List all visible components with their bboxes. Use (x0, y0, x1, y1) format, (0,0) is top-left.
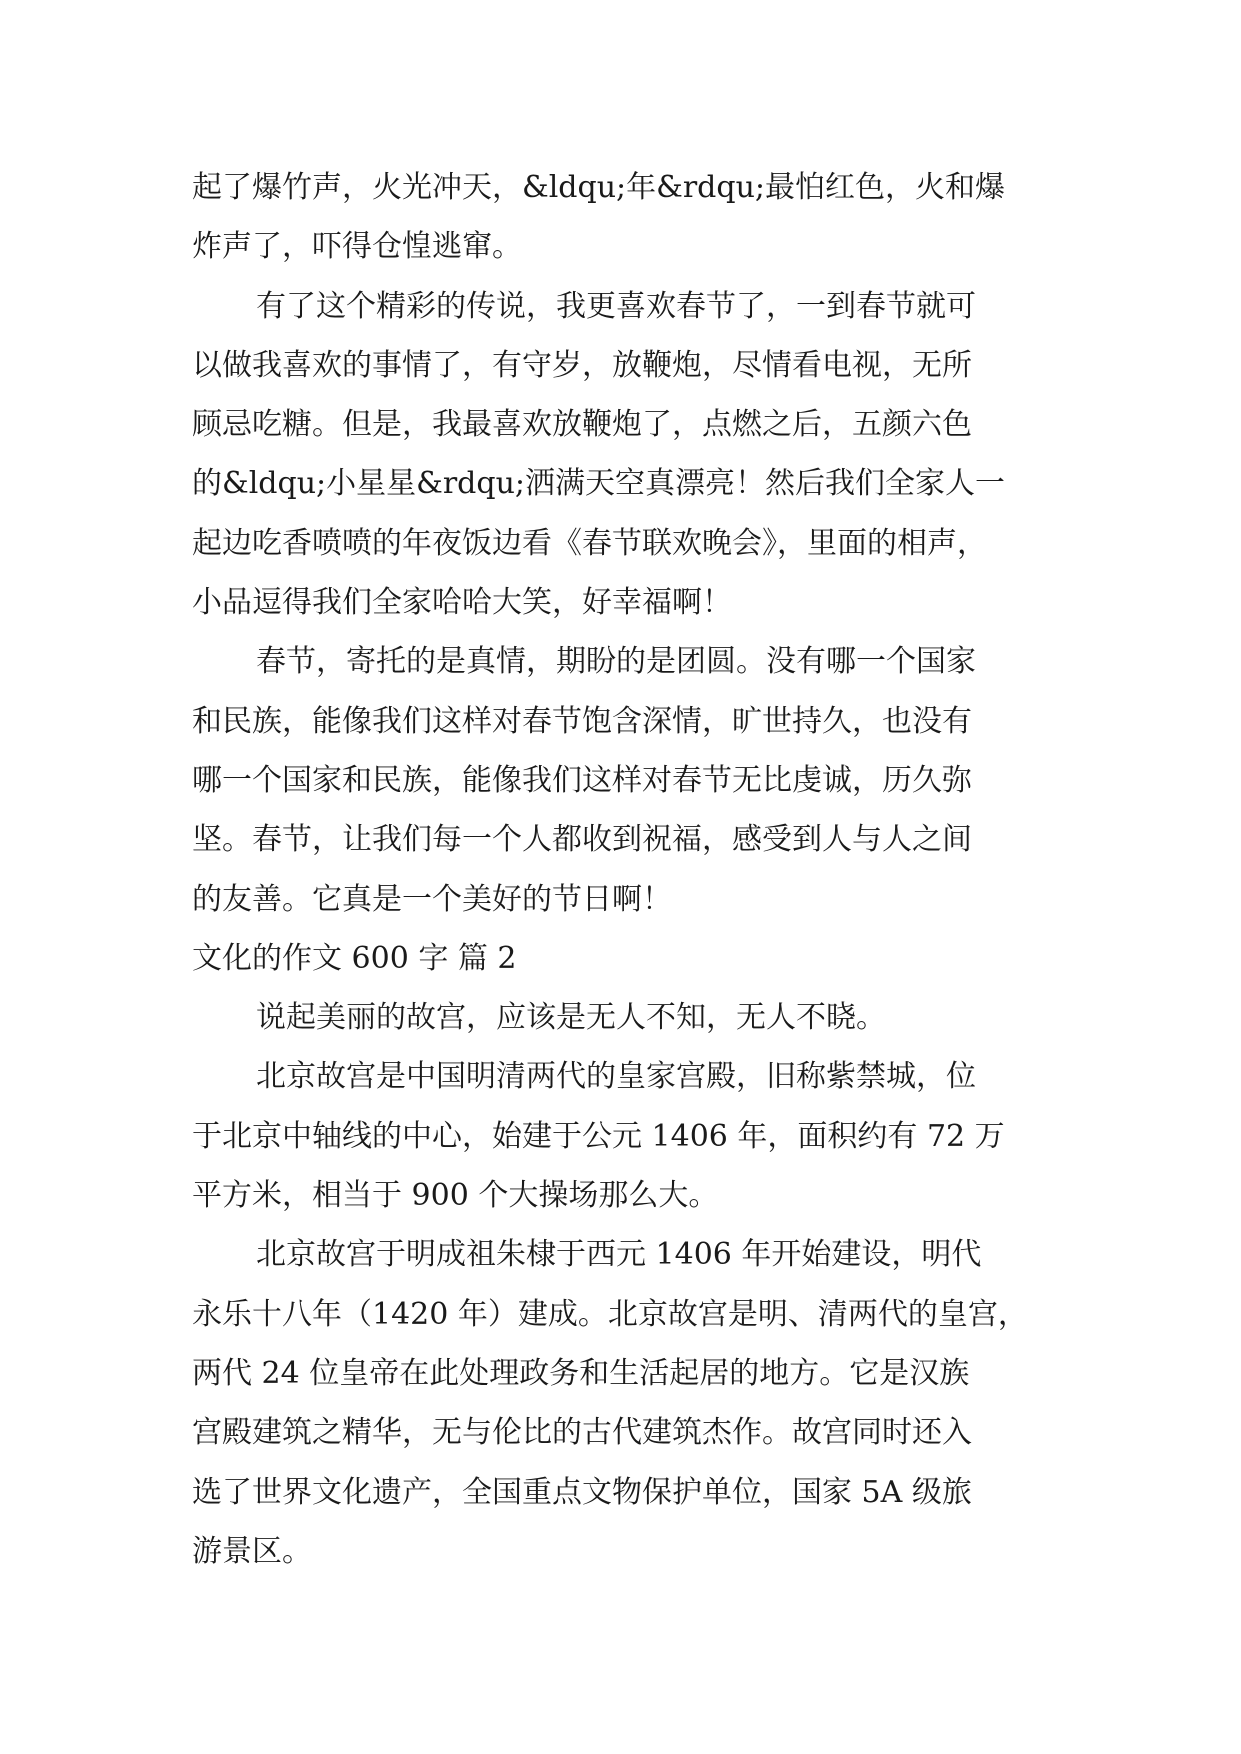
text-line: 顾忌吃糖。但是，我最喜欢放鞭炮了，点燃之后，五颜六色 (192, 407, 972, 443)
paragraph-start: 说起美丽的故宫，应该是无人不知，无人不晓。 (256, 1000, 886, 1036)
paragraph-start: 春节，寄托的是真情，期盼的是团圆。没有哪一个国家 (256, 644, 976, 680)
text-line: 和民族，能像我们这样对春节饱含深情，旷世持久，也没有 (192, 703, 972, 739)
text-line: 起了爆竹声，火光冲天，&ldqu;年&rdqu;最怕红色，火和爆 (192, 170, 1006, 205)
text-line: 永乐十八年（1420 年）建成。北京故宫是明、清两代的皇宫， (192, 1296, 1028, 1332)
text-line: 的&ldqu;小星星&rdqu;洒满天空真漂亮！然后我们全家人一 (192, 466, 1006, 502)
text-line: 平方米，相当于 900 个大操场那么大。 (192, 1178, 719, 1214)
section-heading: 文化的作文 600 字 篇 2 (192, 940, 517, 976)
text-line: 于北京中轴线的中心，始建于公元 1406 年，面积约有 72 万 (192, 1118, 1005, 1154)
paragraph-start: 有了这个精彩的传说，我更喜欢春节了，一到春节就可 (256, 288, 976, 324)
text-line: 两代 24 位皇帝在此处理政务和生活起居的地方。它是汉族 (192, 1355, 970, 1391)
document-body (192, 158, 1072, 1581)
text-line: 选了世界文化遗产，全国重点文物保护单位，国家 5A 级旅 (192, 1474, 972, 1510)
text-line: 小品逗得我们全家哈哈大笑，好幸福啊！ (192, 585, 732, 621)
paragraph-start: 北京故宫于明成祖朱棣于西元 1406 年开始建设，明代 (256, 1237, 982, 1273)
text-line: 游景区。 (192, 1533, 312, 1569)
text-line: 的友善。它真是一个美好的节日啊！ (192, 881, 672, 917)
text-line: 哪一个国家和民族，能像我们这样对春节无比虔诚，历久弥 (192, 762, 972, 798)
paragraph-start: 北京故宫是中国明清两代的皇家宫殿，旧称紫禁城，位 (256, 1059, 976, 1095)
text-line: 宫殿建筑之精华，无与伦比的古代建筑杰作。故宫同时还入 (192, 1415, 972, 1451)
text-line: 以做我喜欢的事情了，有守岁，放鞭炮，尽情看电视，无所 (192, 347, 972, 383)
text-line: 起边吃香喷喷的年夜饭边看《春节联欢晚会》，里面的相声， (192, 525, 987, 561)
text-line: 坚。春节，让我们每一个人都收到祝福，感受到人与人之间 (192, 822, 972, 858)
text-line: 炸声了，吓得仓惶逃窜。 (192, 229, 522, 265)
